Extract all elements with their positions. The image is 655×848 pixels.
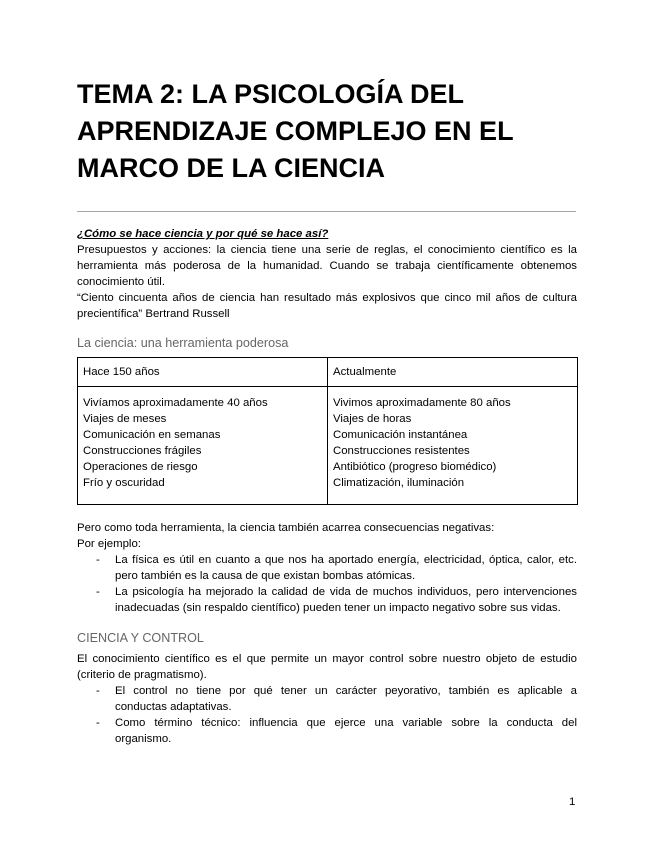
title-line: TEMA 2: LA PSICOLOGÍA DEL [77,79,465,109]
table-row [78,387,578,505]
intro-line: conocimiento útil. [77,276,166,288]
section-heading-herramienta: La ciencia: una herramienta poderosa [77,336,289,350]
table-cell-line: Comunicación en semanas [83,429,221,441]
quote-line: “Ciento cincuenta años de ciencia han resultado más explosivos que cinco mil años de cultura [77,292,577,304]
section-heading-control: CIENCIA Y CONTROL [77,631,204,645]
table-cell-line: Operaciones de riesgo [83,461,198,473]
intro-line: Presupuestos y acciones: la ciencia tiene una serie de reglas, el conocimiento científico es la [77,244,577,256]
list-item [77,715,577,747]
example-list [77,552,577,616]
table-cell-line: Antibiótico (progreso biomédico) [333,461,497,473]
list-item-line: Como término técnico: influencia que ejerce una variable sobre la conducta del [115,717,577,729]
comparison-table [77,357,578,505]
dash-bullet: - [96,554,100,566]
control-list [77,683,577,747]
table-header-cell: Actualmente [328,358,578,387]
title-line: MARCO DE LA CIENCIA [77,153,385,183]
quote-line: precientífica” Bertrand Russell [77,308,230,320]
consequences-section [77,520,577,616]
table-cell-line: Comunicación instantánea [333,429,468,441]
page-number: 1 [569,796,576,808]
document-title [77,76,597,187]
table-cell-line: Vivimos aproximadamente 80 años [333,397,511,409]
control-line: (criterio de pragmatismo). [77,669,207,681]
table-cell-line: Construcciones frágiles [83,445,202,457]
table-cell-present [328,387,578,505]
table-cell-line: Viajes de meses [83,413,167,425]
list-item-line: pero también es la causa de que existan bombas atómicas. [115,570,416,582]
intro-section [77,226,577,322]
table-cell-line: Vivíamos aproximadamente 40 años [83,397,268,409]
intro-line: herramienta más poderosa de la humanidad. Cuando se trabaja científicamente obtenemos [77,260,577,272]
list-item-line: conductas adaptativas. [115,701,232,713]
section-question: ¿Cómo se hace ciencia y por qué se hace así? [77,228,329,240]
table-cell-line: Construcciones resistentes [333,445,470,457]
list-item-line: La física es útil en cuanto a que nos ha aportado energía, electricidad, óptica, calor, etc. [115,554,577,566]
control-section [77,651,577,747]
list-item-line: El control no tiene por qué tener un carácter peyorativo, también es aplicable a [115,685,577,697]
list-item-line: inadecuadas (sin respaldo científico) pueden tener un impacto negativo sobre sus vidas. [115,602,561,614]
list-item [77,552,577,584]
control-paragraph [77,651,577,683]
list-item-line: organismo. [115,733,172,745]
list-item-line: La psicología ha mejorado la calidad de vida de muchos individuos, pero intervenciones [115,586,577,598]
horizontal-rule [77,211,576,212]
example-label: Por ejemplo: [77,538,141,550]
intro-paragraph [77,242,577,290]
table-cell-line: Viajes de horas [333,413,412,425]
title-line: APRENDIZAJE COMPLEJO EN EL [77,116,514,146]
quote-paragraph [77,290,577,322]
dash-bullet: - [96,586,100,598]
table-cell-past [78,387,328,505]
table-header-cell: Hace 150 años [78,358,328,387]
dash-bullet: - [96,685,100,697]
consequences-text: Pero como toda herramienta, la ciencia también acarrea consecuencias negativas: [77,522,495,534]
list-item [77,683,577,715]
control-line: El conocimiento científico es el que permite un mayor control sobre nuestro objeto de estudio [77,653,577,665]
list-item [77,584,577,616]
table-cell-line: Frío y oscuridad [83,477,165,489]
dash-bullet: - [96,717,100,729]
table-header-row [78,358,578,387]
table-cell-line: Climatización, iluminación [333,477,465,489]
